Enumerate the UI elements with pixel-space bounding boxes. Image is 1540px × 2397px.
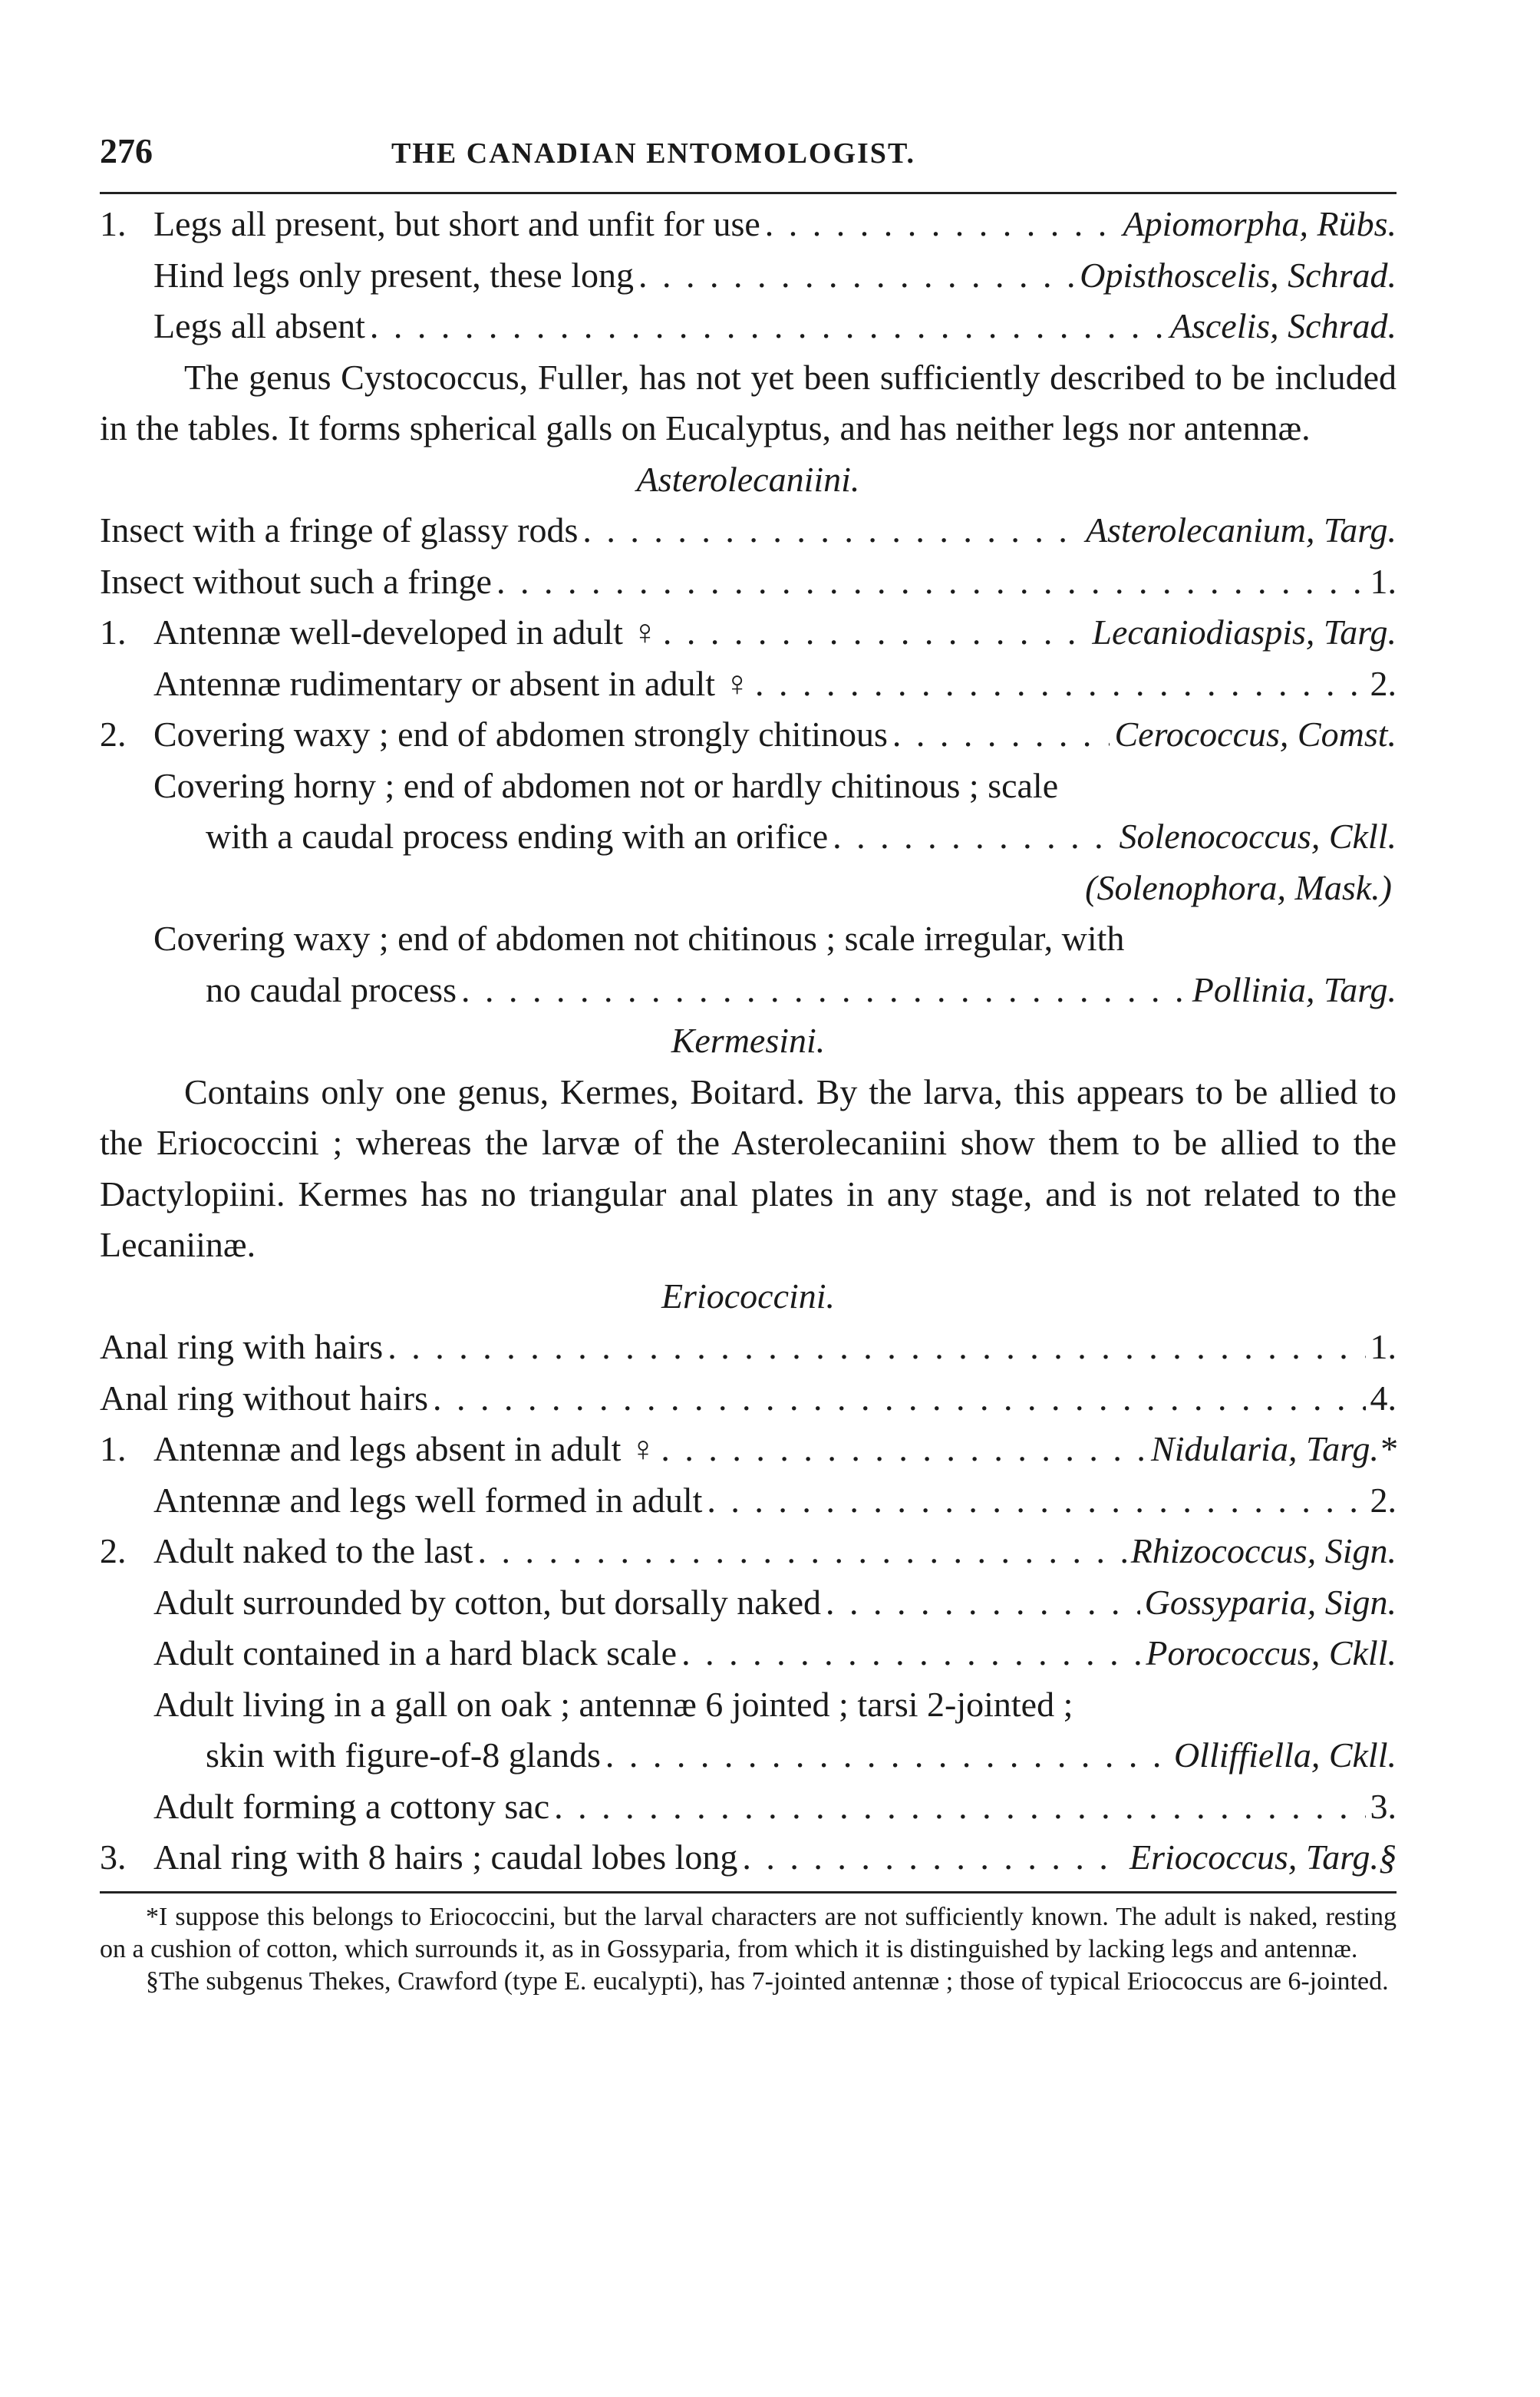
section-heading-eriococcini: Eriococcini. [661,1276,836,1316]
key-row: Adult surrounded by cotton, but dorsally naked . . . Gossyparia, Sign. [100,1577,1397,1629]
footnote-section: §The subgenus Thekes, Crawford (type E. eucalypti), has 7-jointed antennæ ; those of typical Eriococcus are 6-jointed. [146,1966,1389,1996]
kermesini-paragraph: Contains only one genus, Kermes, Boitard. By the larva, this appears to be allied to the Eriococcini ; whereas the larvæ of the Asterolecaniini show them to be allied to the Dactylopiini. Kermes has no triangular anal plates in any stage, and is not related to the Lecaniinæ. [100,1071,1397,1264]
key-row: Covering horny ; end of abdomen not or hardly chitinous ; scale [153,765,1059,805]
key-asterolecaniini [100,505,1397,1015]
key-row: Legs all absent . . . Ascelis, Schrad. [100,301,1397,352]
key-row: Insect without such a fringe . . . 1. [100,556,1397,608]
footnote-rule [100,1891,1397,1893]
key-row: Insect with a fringe of glassy rods . . . Asterolecanium, Targ. [100,505,1397,556]
page [100,130,1397,1998]
key-row: 1. Legs all present, but short and unfit for use . . . Apiomorpha, Rübs. [100,199,1397,250]
key-row: Covering waxy ; end of abdomen not chitinous ; scale irregular, with [153,919,1125,958]
key-legs [100,199,1397,352]
key-row: 2. Covering waxy ; end of abdomen strongly chitinous . . . Cerococcus, Comst. [100,709,1397,761]
key-row: 1. Antennæ well-developed in adult ♀ . . . Lecaniodiaspis, Targ. [100,607,1397,659]
key-row: skin with figure-of-8 glands . . . Olliffiella, Ckll. [100,1730,1397,1781]
key-row: with a caudal process ending with an orifice . . . Solenococcus, Ckll. [100,811,1397,863]
key-row: no caudal process . . . Pollinia, Targ. [100,965,1397,1016]
section-heading-asterolecaniini: Asterolecaniini. [636,459,860,499]
cystococcus-paragraph: The genus Cystococcus, Fuller, has not yet been sufficiently described to be included in the tables. It forms spherical galls on Eucalyptus, and has neither legs nor antennæ. [100,357,1397,447]
key-row: Adult forming a cottony sac . . . 3. [100,1781,1397,1833]
section-heading-kermesini: Kermesini. [671,1021,826,1060]
key-row: Antennæ and legs well formed in adult . . . 2. [100,1475,1397,1527]
footnote-star: *I suppose this belongs to Eriococcini, but the larval characters are not sufficiently known. The adult is naked, resting on a cushion of cotton, which surrounds it, as in Gossyparia, from which it is distinguished by lacking legs and antennæ. [100,1902,1397,1963]
page-header [100,130,1397,192]
key-row: Adult contained in a hard black scale . . . Porococcus, Ckll. [100,1628,1397,1679]
key-eriococcini [100,1322,1397,1884]
key-row: 3. Anal ring with 8 hairs ; caudal lobes long . . . Eriococcus, Targ.§ [100,1832,1397,1884]
page-number: 276 [100,131,153,170]
key-row: Antennæ rudimentary or absent in adult ♀ . . . 2. [100,659,1397,710]
key-row: 2. Adult naked to the last . . . Rhizococcus, Sign. [100,1526,1397,1577]
footnotes [100,1901,1397,1998]
synonym-line: (Solenophora, Mask.) [1085,867,1392,907]
key-row: Anal ring without hairs . . . 4. [100,1373,1397,1425]
key-row: 1. Antennæ and legs absent in adult ♀ . . . Nidularia, Targ.* [100,1424,1397,1475]
running-title: THE CANADIAN ENTOMOLOGIST. [391,137,915,170]
key-row: Hind legs only present, these long . . . Opisthoscelis, Schrad. [100,250,1397,302]
key-row: Adult living in a gall on oak ; antennæ 6 jointed ; tarsi 2-jointed ; [153,1684,1073,1724]
header-rule [100,192,1397,194]
key-row: Anal ring with hairs . . . 1. [100,1322,1397,1373]
